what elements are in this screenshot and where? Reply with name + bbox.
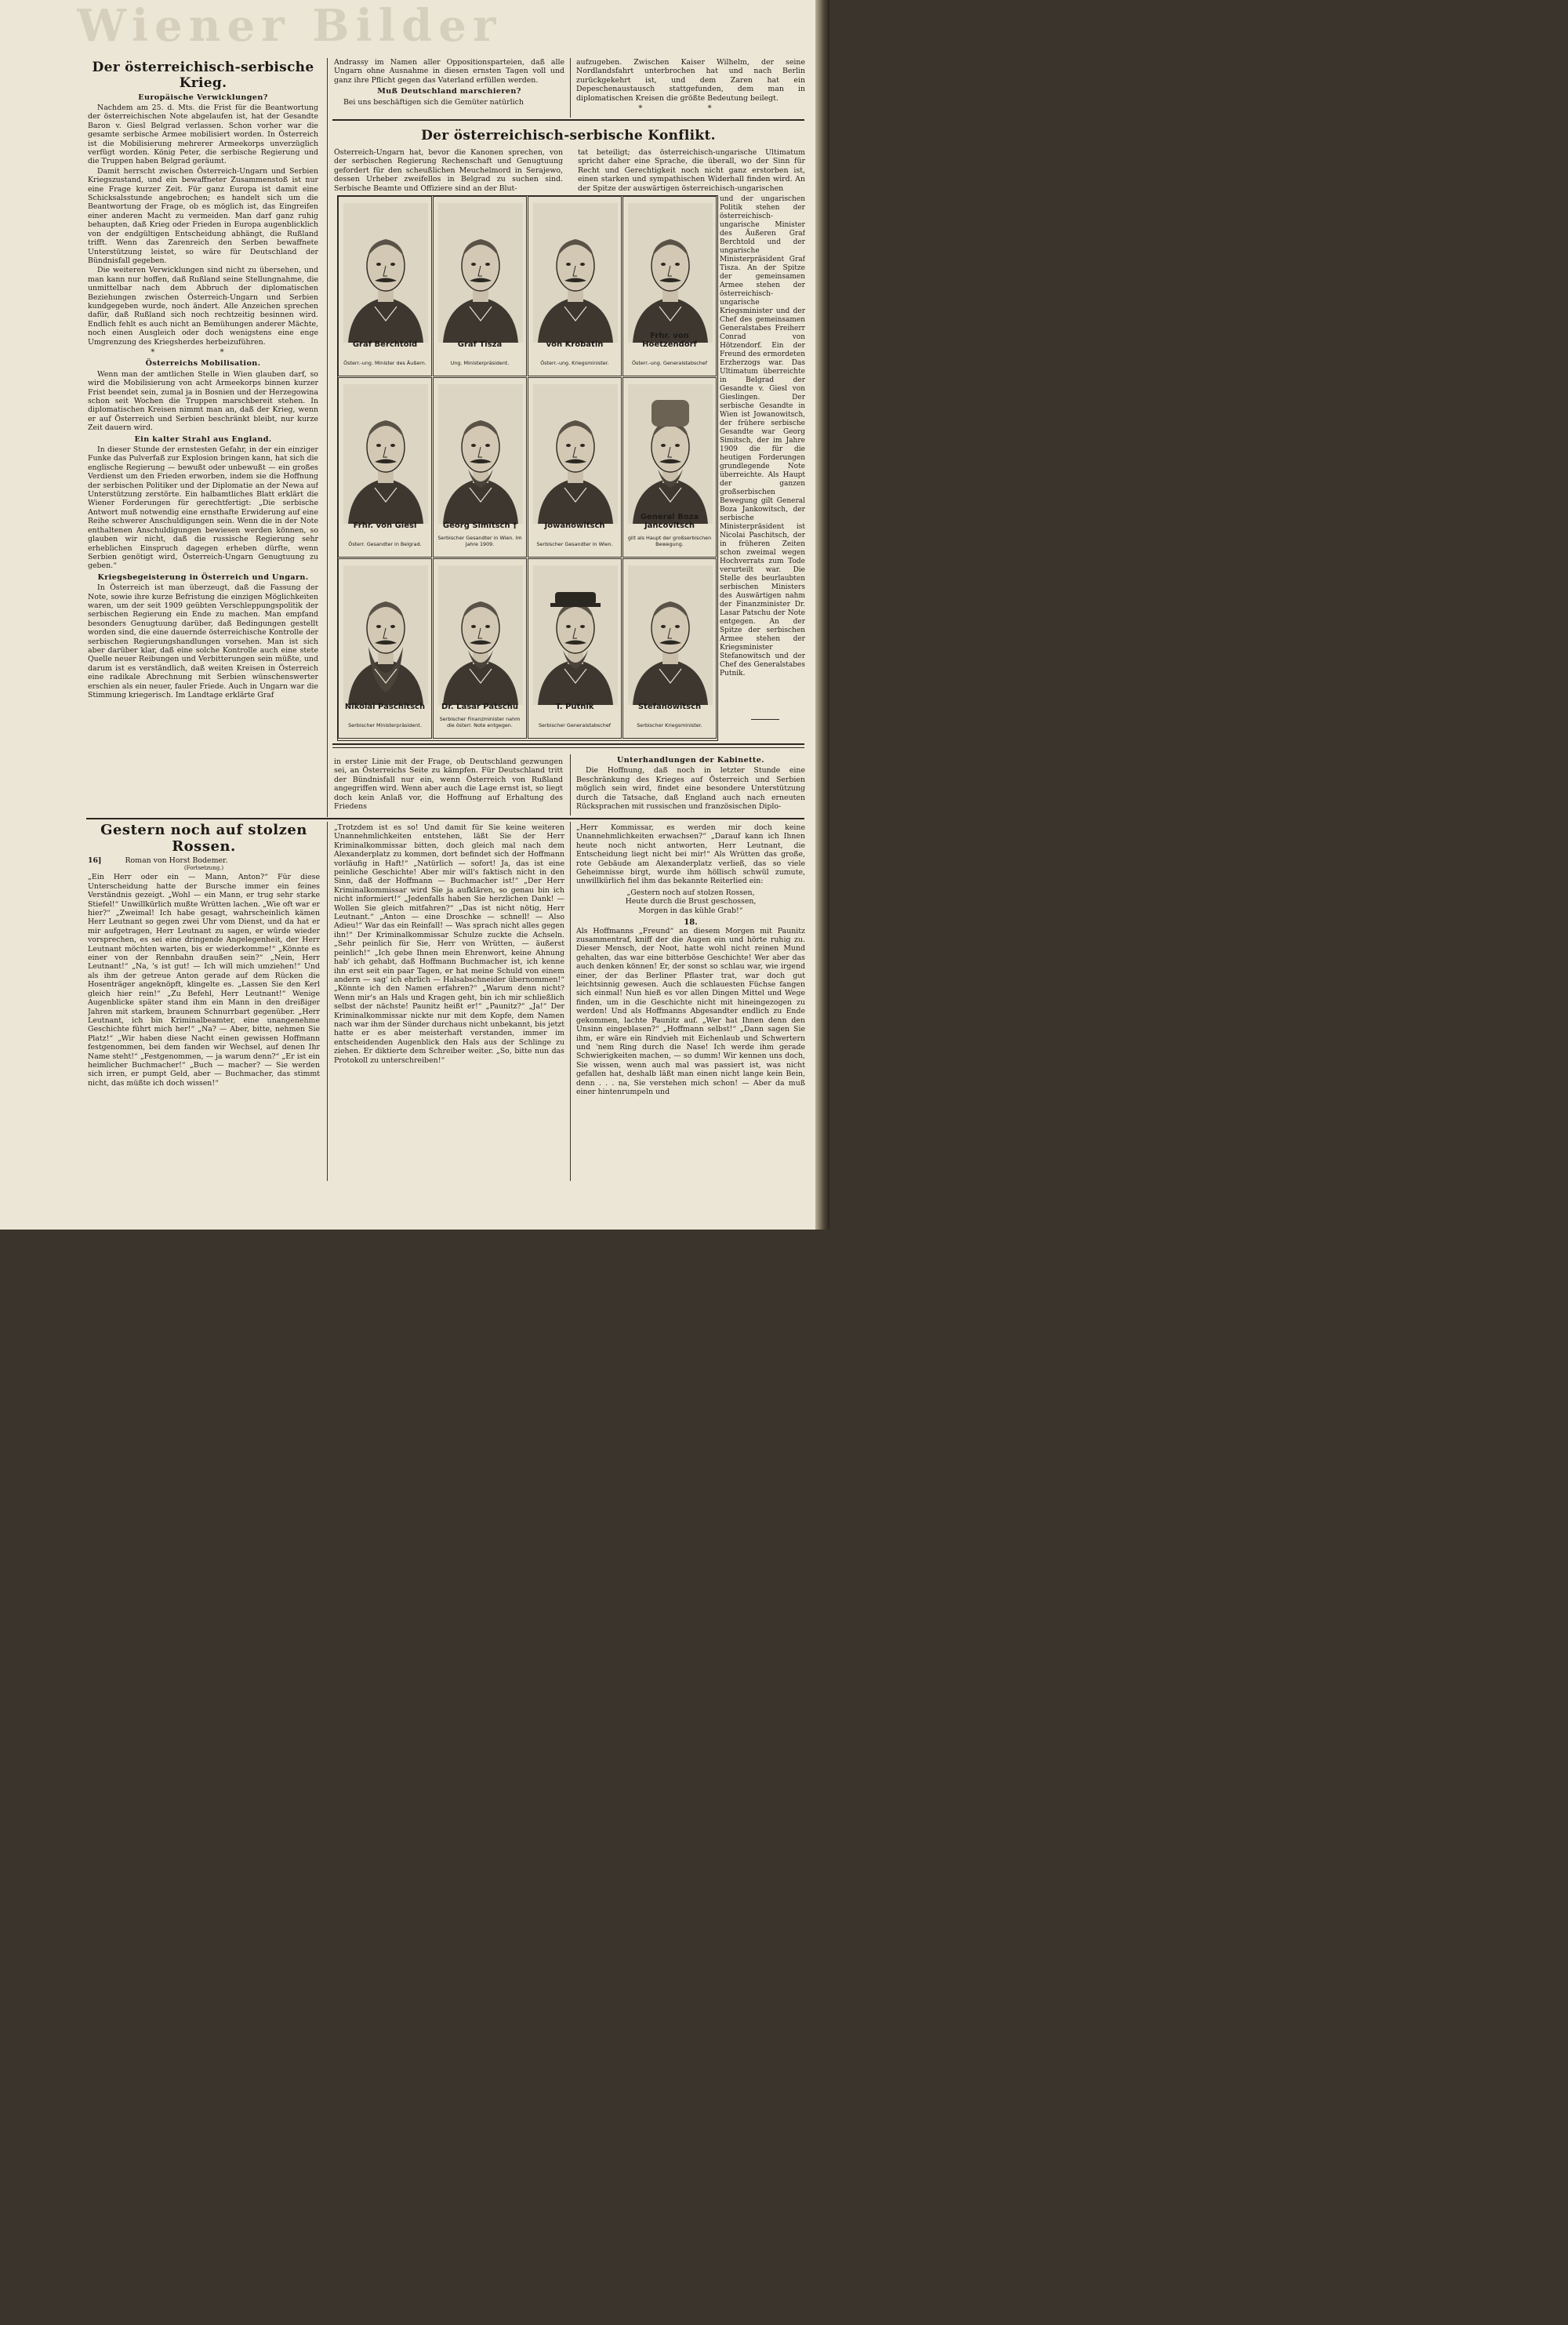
konflikt-headline: Der österreichisch-serbische Konflikt. (421, 128, 716, 143)
engraved-portrait (343, 203, 428, 343)
novel-continued: (Fortsetzung.) (183, 865, 224, 872)
germany-paragraph: Bei uns beschäftigen sich die Gemüter natürlich (343, 97, 524, 107)
portrait-name: Graf Berchtold (352, 340, 418, 349)
portrait-caption: Serbischer Kriegsminister. (637, 721, 702, 728)
portrait-caption: Serbischer Finanzminister nahm die österr. Note entgegen. (439, 716, 521, 728)
portrait-name: Frhr. von Giesl (353, 521, 417, 530)
war-body (88, 104, 318, 699)
portrait-caption: Serbischer Ministerpräsident. (348, 721, 422, 728)
novel-col2: „Trotzdem ist es so! Und damit für Sie keine weiteren Unannehmlichkeiten entstehen, läßt Sie der Herr Kriminalkommissar bitten, doch gleich mal nach dem Alexanderplatz zu kommen, dort befindet sich der Hoffmann vorläufig in Haft!“ „Natürlich — sofort! Ja, das ist eine peinliche Geschichte! Aber mir will's faktisch nicht in den Sinn, daß der Hoffmann — Buchmacher ist!“ „Der Herr Kriminalkommissar wird Sie ja aufklären, so genau bin ich nicht informiert!“ „Jedenfalls haben Sie herzlichen Dank! — Wollen Sie gleich mitfahren?“ „Das ist nicht nötig, Herr Leutnant.“ „Anton — eine Droschke — schnell! — Also Adieu!“ War das ein Reinfall! — Was sprach nicht alles gegen ihn!“ Der Kriminalkommissar Schulze zuckte die Achseln. „Sehr peinlich für Sie, Herr von Wrütten, — äußerst peinlich!“ „Ich gebe Ihnen mein Ehrenwort, keine Ahnung hab' ich gehabt, daß Hoffmann Buchmacher ist, ich kenne ihn erst seit ein paar Tagen, er hat meine Schuld von einem andern — sag' ich ehrlich — Halsabschneider übernommen!“ „Könnte ich den Namen erfahren?“ „Warum denn nicht? Wenn mir's an Hals und Kragen geht, bin ich mir schließlich selbst der nächste! Paunitz heißt er!“ „Paunitz?“ „Ja!“ Der Kriminalkommissar nickte nur mit dem Kopfe, dem Namen nach war ihm der Sünder durchaus nicht unbekannt, bis jetzt hatte er es aber meisterhaft verstanden, immer im entscheidenden Augenblick den Hals aus der Schlinge zu ziehen. Er diktierte dem Schreiber weiter. „So, bitte nun das Protokoll zu unterschreiben!“ (334, 823, 564, 1065)
column-rule (570, 822, 571, 1181)
war-paragraph: Die weiteren Verwicklungen sind nicht zu übersehen, und man kann nur hoffen, daß Rußland seine Stellungnahme, die unmittelbar nach dem Abbruch der diplomatischen Beziehungen zwischen Österreich-Ungarn und Serbien kundgegeben wurde, noch ändert. Alle Anzeichen sprechen dafür, daß Rußland sich noch rechtzeitig besinnen wird. Endlich fehlt es auch nicht an Bemühungen anderer Mächte, noch einen Ausgleich oder doch wenigstens eine enge Umgrenzung des Kriegsherdes herbeizuführen. (88, 266, 318, 347)
konflikt-intro-right: tat beteiligt; das österreichisch-ungarische Ultimatum spricht daher eine Sprache, die überall, wo der Sinn für Recht und Gerechtigkeit noch nicht ganz erstorben ist, einen starken und sympathischen Widerhall finden wird. An der Spitze der auswärtigen österreichisch-ungarischen (578, 148, 805, 193)
war-paragraph: In dieser Stunde der ernstesten Gefahr, in der ein einziger Funke das Pulverfaß zur Explosion bringen kann, hat sich die englische Regierung — bewußt oder unbewußt — ein großes Verdienst um den Frieden erworben, indem sie die Hoffnung der serbischen Politiker und der Diplomatie an der Newa auf Unterstützung zerstörte. Ein halbamtliches Blatt erklärt die Wiener Forderungen für gerechtfertigt: „Die serbische Antwort muß notwendig eine ernsthafte Erwiderung auf eine Reihe schwerer Anschuldigungen sein. Wenn die in der Note enthaltenen Anschuldigungen bewiesen werden können, so glauben wir nicht, daß die russische Regierung sehr erheblichen Einspruch dagegen erheben dürfte, wenn Serbien genötigt wird, Österreich-Ungarn Genugtuung zu geben.“ (88, 445, 318, 571)
section-rule (332, 119, 804, 121)
engraved-portrait (628, 384, 713, 524)
konflikt-intro-left: Österreich-Ungarn hat, bevor die Kanonen sprechen, von der serbischen Regierung Rechenschaft und Genugtuung gefordert für den scheußlichen Meuchelmord in Serajewo, dessen Urheber zweifellos in Belgrad zu suchen sind. Serbische Beamte und Offiziere sind an der Blut- (334, 148, 563, 193)
portrait-krobatin (528, 196, 622, 376)
poem-line: Heute durch die Brust geschossen, (625, 897, 757, 906)
section-rule (332, 743, 804, 745)
novel-author: Roman von Horst Bodemer. (125, 856, 228, 865)
portrait-tisza (433, 196, 527, 376)
konflikt-sidebar: und der ungarischen Politik stehen der österreichisch-ungarische Minister des Äußeren Graf Berchtold und der ungarische Ministerpräsident Graf Tisza. An der Spitze der gemeinsamen Armee stehen der österreichisch-ungarische Kriegsminister und der Chef des gemeinsamen Generalstabes Freiherr Conrad von Hötzendorf. Ein der Freund des ermordeten Erzherzogs war. Das Ultimatum überreichte in Belgrad der Gesandte v. Giesl von Gieslingen. Der serbische Gesandte in Wien ist Jowanowitsch, der frühere serbische Gesandte war Georg Simitsch, der im Jahre 1909 die für die heutigen Forderungen grundlegende Note überreichte. Als Haupt der ganzen großserbischen Bewegung gilt General Boza Jankowitsch, der serbische Ministerpräsident ist Nicolai Paschitsch, der in früheren Zeiten schon zweimal wegen Hochverrats zum Tode verurteilt war. Die Stelle des beurlaubten serbischen Ministers des Auswärtigen nahm der Finanzminister Dr. Lasar Patschu der Note entgegen. An der Spitze der serbischen Armee stehen der Kriegsminister Stefanowitsch und der Chef des Generalstabes Putnik. (720, 195, 805, 678)
portrait-stefanowitsch (622, 558, 717, 739)
portrait-putnik (528, 558, 622, 739)
portrait-paschitsch (338, 558, 432, 739)
portrait-name: Jowanowitsch (544, 521, 605, 530)
portrait-name: T. Putnik (555, 703, 594, 711)
war-paragraph: In Österreich ist man überzeugt, daß die Fassung der Note, sowie ihre kurze Befristung die einzigen Möglichkeiten waren, um der seit 1909 geübten Verschleppungspolitik der serbischen Regierung ein Ende zu machen. Man empfand besonders Genugtuung darüber, daß Bedingungen gestellt worden sind, die eine dauernde österreichische Kontrolle der serbischen Regierungshandlungen vorsehen. Man ist sich aber darüber klar, daß eine solche Kontrolle auch eine stete Quelle neuer Reibungen und Verbitterungen sein müßte, und darum ist es verständlich, daß weiten Kreisen in Österreich eine radikale Abrechnung mit Serbien wünschenswerter erschien als ein neuer, fauler Friede. Auch in Ungarn war die Stimmung kriegerisch. Im Landtage erklärte Graf (88, 583, 318, 699)
war-article (88, 58, 318, 817)
col2-top (334, 58, 564, 116)
novel-byline (88, 856, 320, 865)
poem-line: Morgen in das kühle Grab!“ (638, 906, 743, 916)
cabinets-heading: Unterhandlungen der Kabinette. (616, 756, 765, 765)
portrait-caption: Serbischer Gesandter in Wien. (536, 540, 613, 547)
column-rule (570, 754, 571, 816)
portrait-caption: gilt als Haupt der großserbischen Bewegung. (627, 535, 712, 547)
section-rule (332, 747, 804, 748)
portrait-patschu (433, 558, 527, 739)
wilhelm-paragraph: aufzugeben. Zwischen Kaiser Wilhelm, der seine Nordlandsfahrt unterbrochen hat und nach Berlin zurückgekehrt ist, und dem Zaren hat ein Depeschenaustausch stattgefunden, dem man in diplomatischen Kreisen die größte Bedeutung beilegt. (576, 58, 805, 103)
portrait-jowanowitsch (528, 377, 622, 558)
war-subhead: Europäische Verwicklungen? (138, 93, 268, 102)
chapter-number: 18. (684, 917, 698, 927)
engraved-portrait (343, 384, 428, 524)
portrait-name: Nikolai Paschitsch (344, 703, 426, 711)
portrait-caption: Ung. Ministerpräsident. (450, 359, 510, 366)
engraved-portrait (628, 565, 713, 705)
engraved-portrait (533, 203, 618, 343)
engraved-portrait (438, 203, 523, 343)
feuilleton-rule (86, 818, 804, 819)
portrait-jancovitsch (622, 377, 717, 558)
reiterlied-poem (576, 888, 805, 916)
page-binding-edge (815, 0, 829, 1230)
engraved-portrait (343, 565, 428, 705)
engraved-portrait (628, 203, 713, 343)
poem-line: „Gestern noch auf stolzen Rossen, (626, 888, 755, 897)
portrait-giesl (338, 377, 432, 558)
novel-col3 (576, 823, 805, 1181)
portrait-name: Graf Tisza (457, 340, 503, 349)
portrait-caption: Österr.-ung. Kriegsminister. (540, 359, 609, 366)
war-paragraph: Wenn man der amtlichen Stelle in Wien glauben darf, so wird die Mobilisierung von acht Armeekorps binnen kurzer Frist beendet sein, zumal ja in Bosnien und der Herzegowina schon seit Wochen die Truppen marschbereit stehen. In diplomatischen Kreisen nimmt man an, daß der Krieg, wenn er auf Österreich und Serbien beschränkt bleibt, nur kurze Zeit dauern wird. (88, 369, 318, 433)
mobilisation-heading: Österreichs Mobilisation. (145, 359, 261, 369)
novel-title: Gestern noch auf stolzen Rossen. (100, 822, 307, 855)
novel-col1 (88, 822, 320, 1181)
novel-text: Als Hoffmanns „Freund“ an diesem Morgen mit Paunitz zusammentraf, kniff der die Augen ein und hörte ruhig zu. Dieser Mensch, der Noot, hatte wohl nicht reinen Mund gehalten, das war eine bitterböse Geschichte! Wer aber das auch denken können! Er, der sonst so schlau war, wie irgend einer, der das Berliner Pflaster trat, war doch gut leichtsinnig gewesen. Auch die schlauesten Füchse fangen sich einmal! Nun hieß es vor allen Dingen Mittel und Wege finden, um in die Geschichte nicht mit hineingezogen zu werden! Und als Hoffmanns Abgesandter endlich zu Ende gekommen, lachte Paunitz auf. „Wer hat Ihnen denn den Unsinn eingeblasen?“ „Hoffmann selbst!“ „Dann sagen Sie ihm, er wäre ein Rindvieh mit Eichenlaub und Schwertern und 'nem Ring durch die Nase! Ich werde ihm gerade Schwierigkeiten machen, — so dumm! Wir kennen uns doch, Sie wissen, wenn auch mal was passiert ist, was nicht gefallen hat, deshalb läßt man einen nicht lange kein Bein, denn . . . na, Sie verstehen mich schon! — Aber da muß einer hintenrumpeln und (576, 926, 805, 1096)
war-paragraph: Damit herrscht zwischen Österreich-Ungarn und Serbien Kriegszustand, und ein bewaffneter Zusammenstoß ist nur eine Frage kurzer Zeit. Für ganz Europa ist damit eine Schicksalsstunde angebrochen; es handelt sich um die Beantwortung der Frage, ob es möglich ist, das Eingreifen einer anderen Macht zu vermeiden. Man darf ganz ruhig behaupten, daß Krieg oder Frieden in Europa augenblicklich von der endgültigen Entscheidung abhängt, die Rußland trifft. Wenn das Zarenreich den Serben bewaffnete Unterstützung leistet, so wäre für Deutschland der Bündnisfall gegeben. (88, 166, 318, 265)
portrait-name: Stefanowitsch (637, 703, 702, 711)
column-rule (327, 58, 328, 817)
separator-stars: * * (638, 104, 743, 114)
portrait-name: Frhr. von Hoetzendorf (642, 332, 697, 349)
installment-number: 16] (88, 856, 102, 865)
germany-heading: Muß Deutschland marschieren? (377, 87, 521, 96)
lower-col2: in erster Linie mit der Frage, ob Deutschland gezwungen sei, an Österreichs Seite zu kämpfen. Für Deutschland tritt der Bündnisfall nur ein, wenn Österreich von Rußland angegriffen wird. Wenn aber auch die Lage ernst ist, so liegt doch kein Anlaß vor, die Hoffnung auf Erhaltung des Friedens (334, 757, 563, 812)
portrait-caption: Österr. Gesandter in Belgrad. (348, 540, 422, 547)
masthead: Wiener Bilder (77, 0, 503, 52)
portrait-name: Georg Simitsch † (442, 521, 517, 530)
portrait-caption: Serbischer Gesandter in Wien. Im Jahre 1909. (437, 535, 522, 547)
newspaper-page (0, 0, 815, 1230)
portrait-simitsch (433, 377, 527, 558)
portrait-caption: Serbischer Generalstabschef (539, 721, 611, 728)
war-paragraph: Nachdem am 25. d. Mts. die Frist für die Beantwortung der österreichischen Note abgelaufen ist, hat der Gesandte Baron v. Giesl Belgrad verlassen. Schon vorher war die gesamte serbische Armee mobilisiert worden. In Österreich ist die Mobilisierung mehrerer Armeekorps unverzüglich verfügt worden. König Peter, die serbische Regierung und die Truppen haben Belgrad geräumt. (88, 104, 318, 166)
novel-text: „Herr Kommissar, es werden mir doch keine Unannehmlichkeiten erwachsen?“ „Darauf kann ich Ihnen heute noch nicht antworten, Herr Leutnant, die Entscheidung liegt nicht bei mir!“ Als Wrütten das große, rote Gebäude am Alexanderplatz verließ, das so viele Geheimnisse birgt, wurde ihm höllisch schwül zumute, unwillkürlich fiel ihm das bekannte Reiterlied ein: (576, 823, 805, 886)
column-rule (327, 822, 328, 1181)
england-heading: Ein kalter Strahl aus England. (134, 434, 272, 444)
lower-col3 (576, 756, 805, 814)
engraved-portrait (533, 565, 618, 705)
portrait-name: Dr. Lasar Patschu (441, 703, 519, 711)
novel-text: „Ein Herr oder ein — Mann, Anton?“ Für diese Unterscheidung hatte der Bursche immer ein feines Verständnis gezeigt. „Wohl — ein Mann, er trug sehr starke Stiefel!“ Unwillkürlich mußte Wrütten lachen. „Wie oft war er hier?“ „Zweimal! Ich habe gesagt, wahrscheinlich kämen Herr Leutnant so gegen zwei Uhr vom Dienst, und da hat er mir aufgetragen, Herr Leutnant zu sagen, er würde wieder vorsprechen, es sei eine dringende Angelegenheit, der Herr Leutnant möchten warten, bis er wiederkomme!“ „Könnte es einer von der Rennbahn draußen sein?“ „Nein, Herr Leutnant!“ „Na, 's ist gut! — Ich will mich umziehen!“ Und als ihm der getreue Anton gerade auf dem Rücken die Hosenträger angeknöpft, klingelte es. „Lassen Sie den Kerl gleich hier rein!“ „Zu Befehl, Herr Leutnant!“ Wenige Augenblicke später stand ihm ein Mann in den dreißiger Jahren mit starkem, braunem Schnurrbart gegenüber. „Herr Leutnant, ich bin Kriminalbeamter, eine unangenehme Geschichte führt mich her!“ „Na? — Aber, bitte, nehmen Sie Platz!“ „Wir haben diese Nacht einen gewissen Hoffmann festgenommen, bei dem fanden wir Wechsel, auf denen Ihr Name steht!“ „Festgenommen, — ja warum denn?“ „Er ist ein heimlicher Buchmacher!“ „Buch — macher? — Sie werden sich irren, er pumpt Geld, aber — Buchmacher, das stimmt nicht, das müßte ich doch wissen!“ (88, 873, 320, 1088)
portrait-name: von Krobatin (546, 340, 604, 349)
portrait-berchtold (338, 196, 432, 376)
enthusiasm-heading: Kriegsbegeisterung in Österreich und Ungarn. (97, 572, 309, 582)
war-headline: Der österreichisch-serbische Krieg. (92, 60, 314, 91)
col3-top (576, 58, 805, 116)
portrait-caption: Österr.-ung. Generalstabschef (632, 359, 707, 366)
engraved-portrait (533, 384, 618, 524)
engraved-portrait (438, 565, 523, 705)
andrassy-paragraph: Andrassy im Namen aller Oppositionsparteien, daß alle Ungarn ohne Ausnahme in diesen ernsten Tagen voll und ganz ihre Pflicht gegen das Vaterland erfüllen werden. (334, 58, 564, 85)
portrait-name: General Boza Jancovitsch (640, 513, 699, 530)
column-rule (570, 58, 571, 118)
portrait-caption: Österr.-ung. Minister des Äußern. (343, 359, 426, 366)
sidebar-rule (751, 719, 779, 720)
portrait-hoetzendorf (622, 196, 717, 376)
cabinets-paragraph: Die Hoffnung, daß noch in letzter Stunde eine Beschränkung des Krieges auf Österreich und Serbien möglich sein wird, findet eine besondere Unterstützung durch die Tatsache, daß England auch nach erneuten Rücksprachen mit russischen und französischen Diplo- (576, 766, 805, 812)
separator-stars: * * (151, 347, 256, 357)
portrait-grid (337, 195, 718, 741)
engraved-portrait (438, 384, 523, 524)
